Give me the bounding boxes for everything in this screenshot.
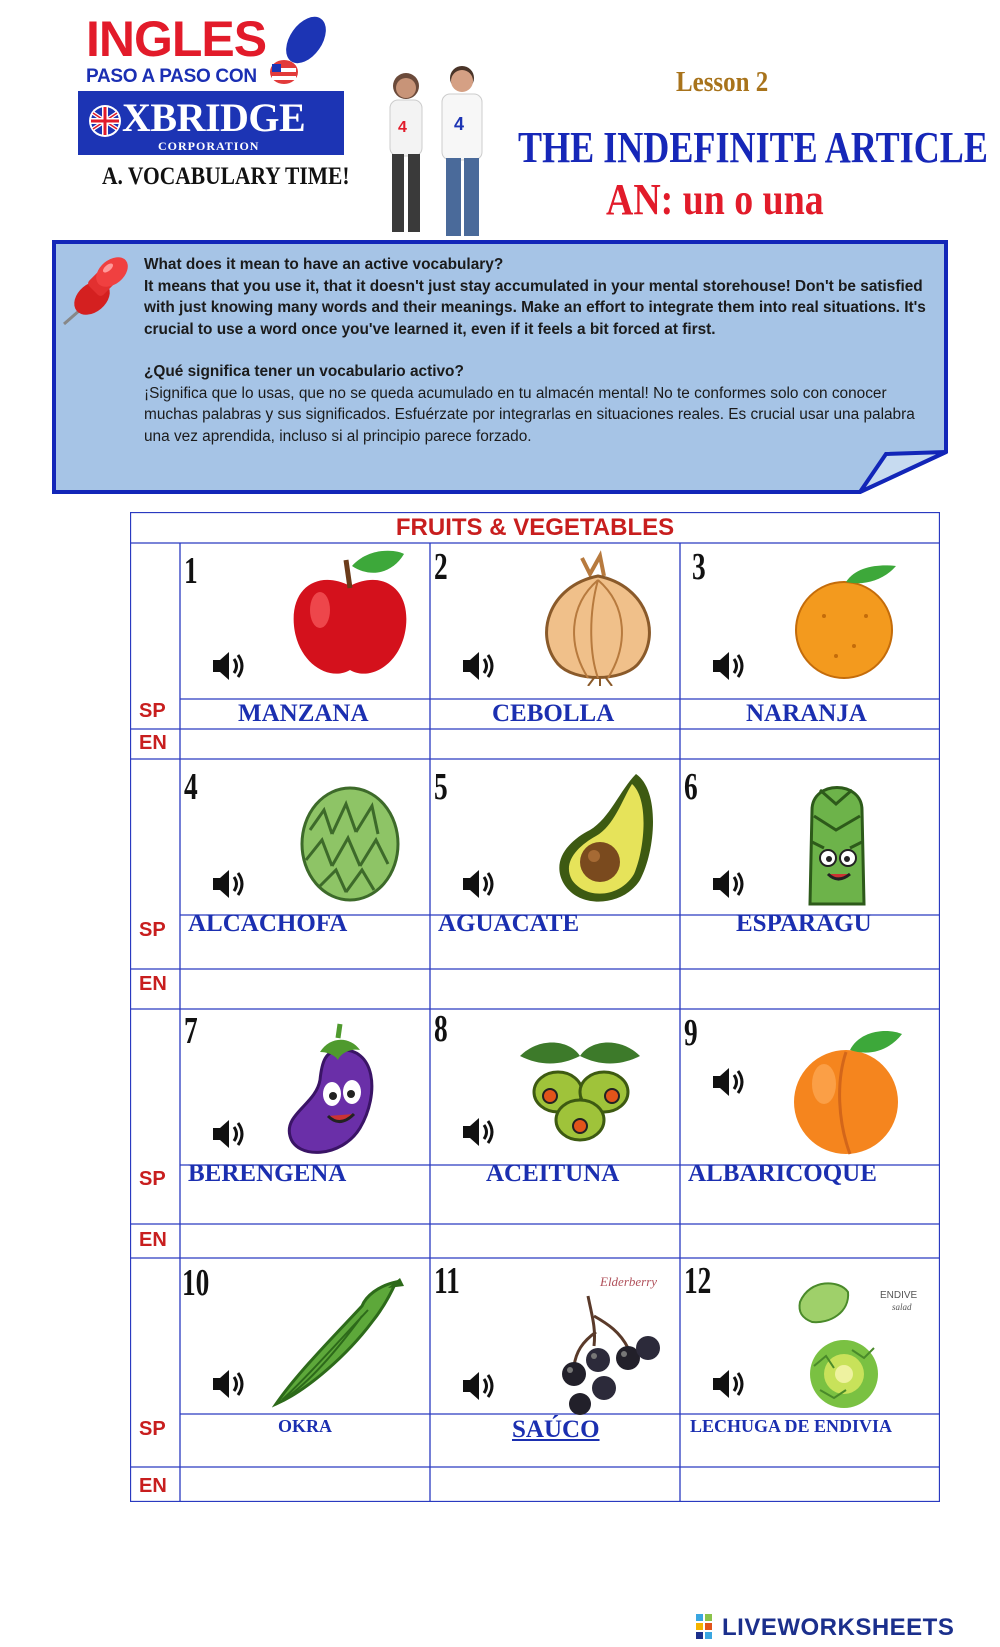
section-title: A. VOCABULARY TIME! xyxy=(102,163,350,190)
elderberry-caption: Elderberry xyxy=(600,1274,658,1289)
speaker-icon[interactable] xyxy=(459,646,499,686)
en-label: EN xyxy=(139,732,167,754)
english-answer-input[interactable] xyxy=(432,1228,676,1256)
lesson-label: Lesson 2 xyxy=(676,66,769,98)
en-label: EN xyxy=(139,1229,167,1251)
olive-image xyxy=(510,1016,650,1156)
page-subtitle: AN: un o una xyxy=(606,175,824,224)
brand-title: INGLES xyxy=(86,11,267,67)
spanish-word: AGUACATE xyxy=(438,910,580,937)
spanish-word: MANZANA xyxy=(238,700,369,727)
footer-brand[interactable]: LIVEWORKSHEETS xyxy=(722,1614,955,1641)
english-answer-input[interactable] xyxy=(182,1228,426,1256)
uk-flag-icon xyxy=(88,104,122,138)
en-label: EN xyxy=(139,1475,167,1497)
shoe-logo-icon xyxy=(262,10,342,90)
item-number: 11 xyxy=(434,1260,460,1302)
english-answer-input[interactable] xyxy=(432,730,676,756)
speaker-icon[interactable] xyxy=(209,864,249,904)
spanish-word: ACEITUNA xyxy=(486,1160,620,1187)
spanish-word[interactable]: SAÚCO xyxy=(512,1416,600,1443)
artichoke-image xyxy=(280,770,420,910)
sp-label: SP xyxy=(139,1168,166,1190)
speaker-icon[interactable] xyxy=(459,864,499,904)
item-number: 10 xyxy=(182,1262,210,1304)
speaker-icon[interactable] xyxy=(209,646,249,686)
item-number: 3 xyxy=(692,546,706,588)
english-answer-input[interactable] xyxy=(682,1470,936,1498)
eggplant-image xyxy=(276,1020,416,1160)
okra-image xyxy=(268,1272,408,1412)
item-number: 4 xyxy=(184,766,198,808)
speaker-icon[interactable] xyxy=(709,864,749,904)
english-answer-input[interactable] xyxy=(432,972,676,1006)
item-number: 7 xyxy=(184,1010,198,1052)
spanish-word: LECHUGA DE ENDIVIA xyxy=(690,1416,893,1436)
note-en-answer: It means that you use it, that it doesn't just stay accumulated in your mental storehouse! Don't be satisfied with just knowing many words and their meanings. Make an effort to integrate them into real situations. It's crucial to use a word once you've learned it, even if it feels a bit forced at first. xyxy=(144,277,926,338)
spanish-word: ALCACHOFA xyxy=(188,910,348,937)
english-answer-input[interactable] xyxy=(432,1470,676,1498)
brand-name: XBRIDGE xyxy=(122,95,306,140)
speaker-icon[interactable] xyxy=(459,1112,499,1152)
speaker-icon[interactable] xyxy=(709,1364,749,1404)
avocado-image xyxy=(540,770,680,910)
speaker-icon[interactable] xyxy=(209,1114,249,1154)
liveworksheets-logo-icon xyxy=(694,1612,724,1642)
page-title: THE INDEFINITE ARTICLE xyxy=(518,123,988,172)
note-text xyxy=(144,254,934,447)
pushpin-icon xyxy=(58,248,138,328)
apricot-image xyxy=(776,1022,916,1162)
brand-corporation: CORPORATION xyxy=(158,139,260,153)
onion-image xyxy=(528,546,668,686)
english-answer-input[interactable] xyxy=(182,972,426,1006)
item-number: 9 xyxy=(684,1012,698,1054)
svg-text:4: 4 xyxy=(454,114,465,134)
teachers-photo xyxy=(372,62,502,238)
item-number: 8 xyxy=(434,1008,448,1050)
note-es-answer: ¡Significa que lo usas, que no se queda acumulado en tu almacén mental! No te conformes solo con conocer muchas palabras y sus significados. Esfuérzate por integrarlas en situaciones reales. Es crucial usar una palabra una vez aprendida, incluso si al principio parece forzado. xyxy=(144,384,915,445)
brand-subtitle: PASO A PASO CON xyxy=(86,66,257,87)
note-en-question: What does it mean to have an active vocabulary? xyxy=(144,256,504,273)
asparagus-image xyxy=(772,770,912,910)
spanish-word: CEBOLLA xyxy=(492,700,615,727)
english-answer-input[interactable] xyxy=(182,730,426,756)
sp-label: SP xyxy=(139,1418,166,1440)
english-answer-input[interactable] xyxy=(682,972,936,1006)
spanish-word: NARANJA xyxy=(746,700,867,727)
speaker-icon[interactable] xyxy=(709,646,749,686)
item-number: 2 xyxy=(434,546,448,588)
endive-caption: ENDIVE xyxy=(880,1290,918,1301)
en-label: EN xyxy=(139,973,167,995)
svg-text:4: 4 xyxy=(398,119,407,136)
spanish-word: ESPARAGU xyxy=(736,910,872,937)
item-number: 12 xyxy=(684,1260,712,1302)
spanish-word: ALBARICOQUE xyxy=(688,1160,877,1187)
sp-label: SP xyxy=(139,919,166,941)
table-title: FRUITS & VEGETABLES xyxy=(395,514,675,541)
apple-image xyxy=(280,546,420,686)
endive-caption-sub: salad xyxy=(892,1302,912,1312)
speaker-icon[interactable] xyxy=(459,1366,499,1406)
speaker-icon[interactable] xyxy=(209,1364,249,1404)
english-answer-input[interactable] xyxy=(682,730,936,756)
note-es-question: ¿Qué significa tener un vocabulario activo? xyxy=(144,363,464,380)
speaker-icon[interactable] xyxy=(709,1062,749,1102)
sp-label: SP xyxy=(139,700,166,722)
spanish-word: BERENGENA xyxy=(188,1160,347,1187)
item-number: 6 xyxy=(684,766,698,808)
item-number: 5 xyxy=(434,766,448,808)
english-answer-input[interactable] xyxy=(182,1470,426,1498)
item-number: 1 xyxy=(184,550,198,592)
orange-image xyxy=(784,556,924,696)
elderberry-image xyxy=(548,1276,688,1416)
english-answer-input[interactable] xyxy=(682,1228,936,1256)
spanish-word: OKRA xyxy=(278,1416,332,1436)
